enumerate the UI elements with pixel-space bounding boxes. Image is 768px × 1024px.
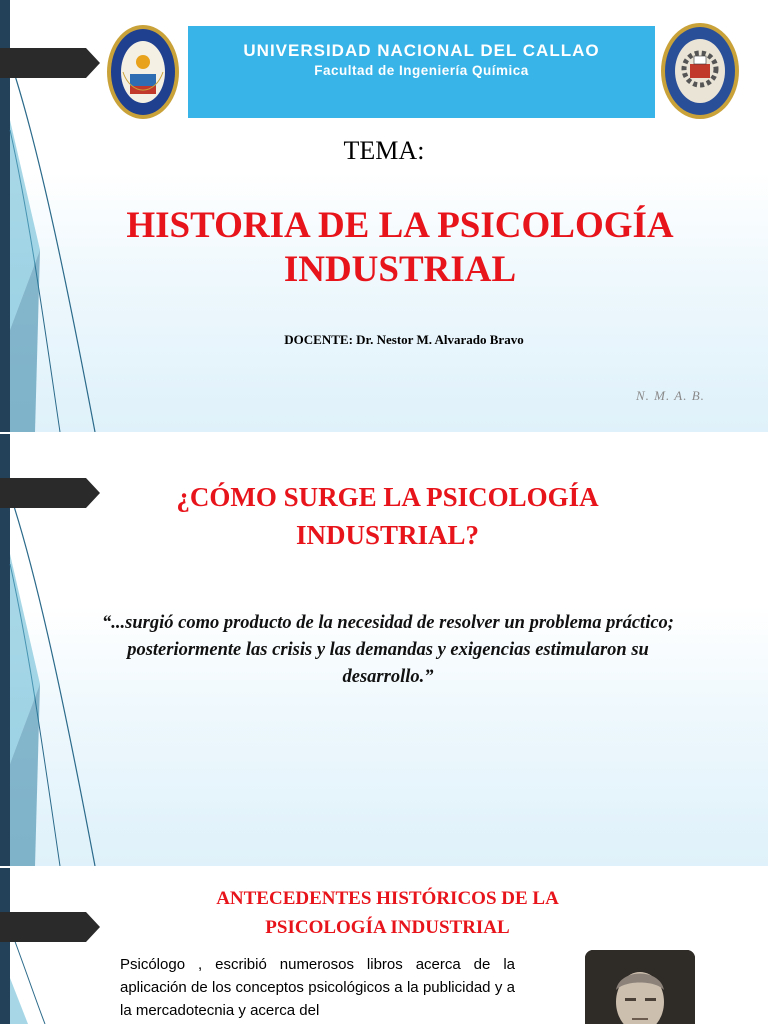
docente-credit: DOCENTE: Dr. Nestor M. Alvarado Bravo	[284, 332, 524, 347]
arrow-tab	[0, 912, 100, 942]
university-seal-logo	[106, 24, 180, 120]
antecedents-line-2: PSICOLOGÍA INDUSTRIAL	[265, 917, 510, 938]
slide-question	[0, 434, 768, 866]
tema-label: TEMA:	[343, 136, 425, 165]
slide-antecedents	[0, 868, 768, 1024]
author-signature: N. M. A. B.	[636, 388, 705, 403]
question-line-2: INDUSTRIAL?	[295, 520, 480, 550]
quote-line-1: “...surgió como producto de la necesidad de resolver un problema práctico;	[102, 613, 674, 633]
decorative-lines	[0, 868, 120, 1024]
title-line-2: INDUSTRIAL	[283, 249, 517, 290]
slide-title	[0, 0, 768, 432]
header-banner	[188, 26, 655, 118]
slide-title-heading	[30, 204, 768, 292]
quote-line-3: desarrollo.”	[342, 667, 434, 687]
quote-line-2: posteriormente las crisis y las demandas y exigencias estimularon su	[127, 640, 649, 660]
antecedents-body: Psicólogo , escribió numerosos libros acerca de la aplicación de los conceptos psicológicos a la publicidad y a la mercadotecnia y acerca del	[120, 956, 515, 1019]
university-name: UNIVERSIDAD NACIONAL DEL CALLAO	[243, 41, 600, 60]
title-line-1: HISTORIA DE LA PSICOLOGÍA	[126, 205, 674, 246]
question-line-1: ¿CÓMO SURGE LA PSICOLOGÍA	[176, 482, 599, 512]
question-heading	[60, 478, 715, 554]
portrait-photo	[585, 950, 695, 1024]
quote-text	[28, 610, 748, 691]
antecedents-line-1: ANTECEDENTES HISTÓRICOS DE LA	[216, 888, 559, 909]
faculty-name: Facultad de Ingeniería Química	[314, 63, 529, 78]
antecedents-heading	[155, 884, 620, 942]
arrow-tab	[0, 48, 100, 78]
faculty-seal-logo	[660, 22, 740, 120]
